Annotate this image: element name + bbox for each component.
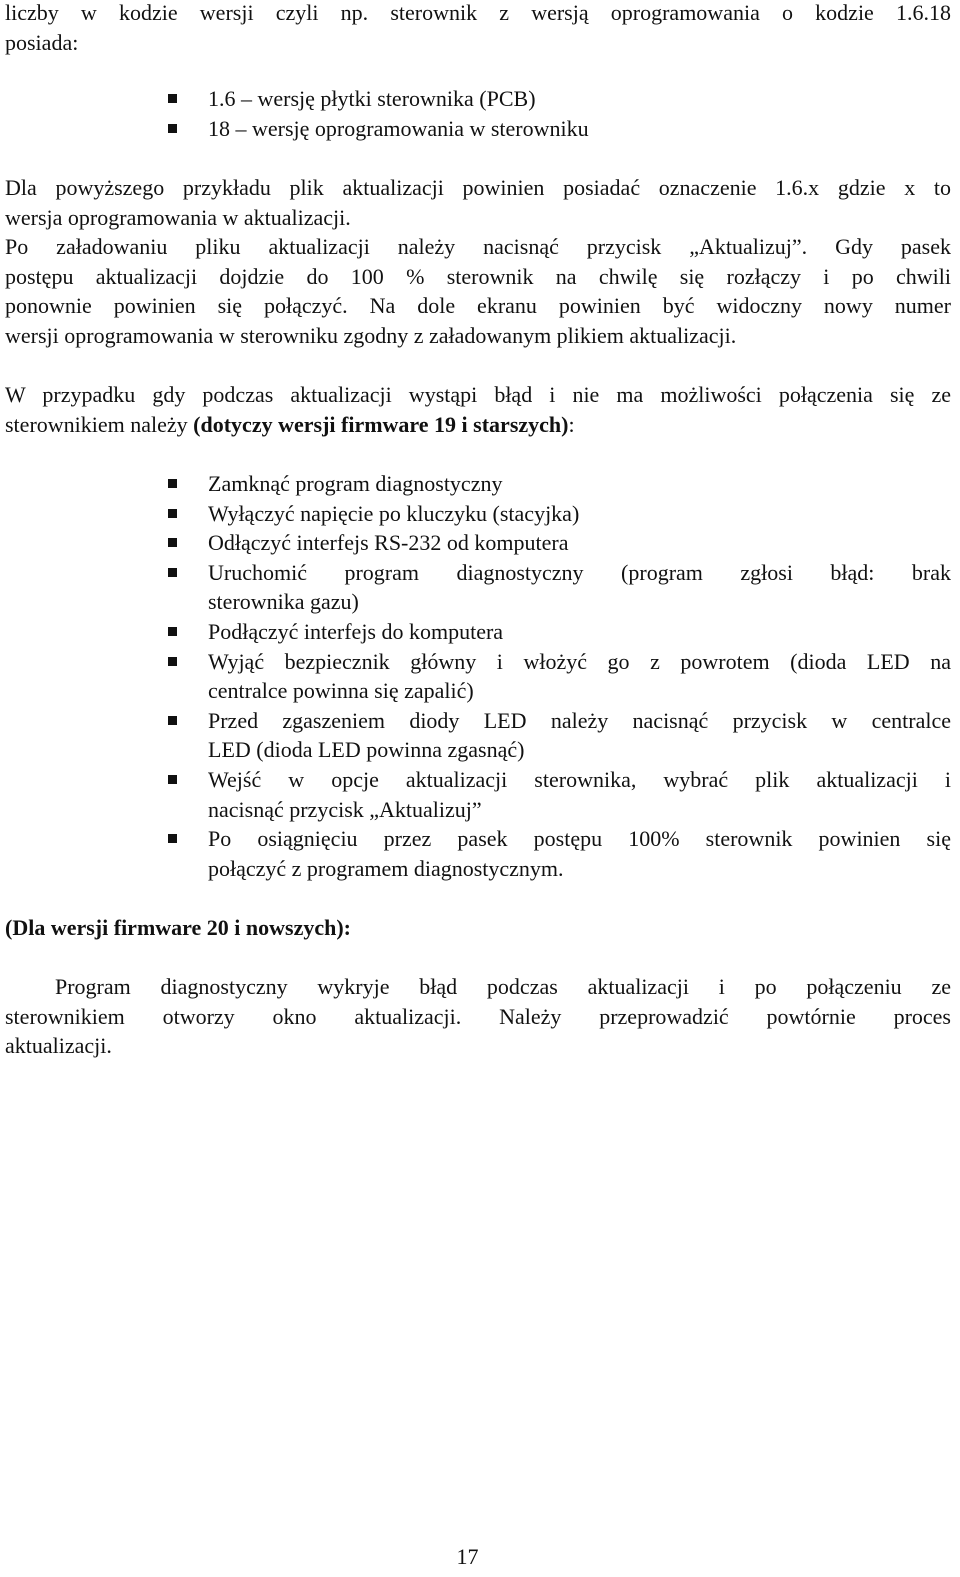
update-paragraph <box>5 173 951 351</box>
recovery-step <box>5 765 951 824</box>
error-line-2-prefix: sterownikiem należy <box>5 411 194 437</box>
version-code-text: 18 – wersję oprogramowania w sterowniku <box>208 115 589 141</box>
firmware20-line: sterownikiem otworzy okno aktualizacji. Należy przeprowadzić powtórnie proces <box>5 1003 951 1029</box>
error-paragraph <box>5 380 951 439</box>
update-line: wersji oprogramowania w sterowniku zgodny z załadowanym plikiem aktualizacji. <box>5 322 737 348</box>
square-bullet-icon <box>168 538 177 547</box>
version-code-list <box>5 84 951 143</box>
recovery-step <box>5 706 951 765</box>
square-bullet-icon <box>168 509 177 518</box>
firmware20-line <box>5 972 951 1002</box>
firmware20-line-text: Program diagnostyczny wykryje błąd podczas aktualizacji i po połączeniu ze <box>55 974 951 999</box>
update-line: Dla powyższego przykładu plik aktualizacji powinien posiadać oznaczenie 1.6.x gdzie x to <box>5 175 951 200</box>
recovery-step-line: Odłączyć interfejs RS-232 od komputera <box>208 530 569 556</box>
recovery-step <box>5 528 951 558</box>
intro-paragraph <box>5 0 951 57</box>
square-bullet-icon <box>168 94 177 103</box>
firmware20-section <box>5 913 951 943</box>
square-bullet-icon <box>168 775 177 784</box>
recovery-step-line: Uruchomić program diagnostyczny (program zgłosi błąd: brak <box>208 559 951 585</box>
recovery-step-line: Podłączyć interfejs do komputera <box>208 618 504 644</box>
square-bullet-icon <box>168 568 177 577</box>
square-bullet-icon <box>168 716 177 725</box>
update-line: wersja oprogramowania w aktualizacji. <box>5 204 351 230</box>
recovery-step-line: Przed zgaszeniem diody LED należy nacisnąć przycisk w centralce <box>208 707 951 733</box>
recovery-step-line: centralce powinna się zapalić) <box>208 678 474 704</box>
square-bullet-icon <box>168 657 177 666</box>
recovery-step-line: LED (dioda LED powinna zgasnąć) <box>208 737 525 763</box>
intro-line-1: liczby w kodzie wersji czyli np. sterownik z wersją oprogramowania o kodzie 1.6.18 <box>5 0 951 25</box>
recovery-step-line: Wyłączyć napięcie po kluczyku (stacyjka) <box>208 500 580 526</box>
intro-line-2: posiada: <box>5 29 79 55</box>
update-line: Po załadowaniu pliku aktualizacji należy nacisnąć przycisk „Aktualizuj”. Gdy pasek <box>5 234 951 260</box>
recovery-step-line: Wyjąć bezpiecznik główny i włożyć go z powrotem (dioda LED na <box>208 648 951 674</box>
recovery-step <box>5 824 951 883</box>
recovery-step <box>5 499 951 529</box>
firmware20-paragraph <box>5 972 951 1061</box>
page-number: 17 <box>456 1544 479 1569</box>
version-code-item <box>5 84 951 114</box>
recovery-step-line: Wejść w opcje aktualizacji sterownika, wybrać plik aktualizacji i <box>208 766 951 792</box>
recovery-step-line: nacisnąć przycisk „Aktualizuj” <box>208 796 482 822</box>
recovery-steps-list <box>5 469 951 883</box>
recovery-step <box>5 558 951 617</box>
error-line-1: W przypadku gdy podczas aktualizacji wystąpi błąd i nie ma możliwości połączenia się ze <box>5 382 951 407</box>
recovery-step <box>5 617 951 647</box>
error-line-2-suffix: : <box>568 411 575 437</box>
recovery-step <box>5 469 951 499</box>
square-bullet-icon <box>168 124 177 133</box>
recovery-step <box>5 647 951 706</box>
update-line: postępu aktualizacji dojdzie do 100 % sterownik na chwilę się rozłączy i po chwili <box>5 263 951 289</box>
recovery-step-line: sterownika gazu) <box>208 589 359 615</box>
error-line-2 <box>5 410 951 440</box>
recovery-step-line: Po osiągnięciu przez pasek postępu 100% sterownik powinien się <box>208 826 951 852</box>
version-code-item <box>5 114 951 144</box>
firmware19-note: (dotyczy wersji firmware 19 i starszych) <box>193 411 569 437</box>
square-bullet-icon <box>168 834 177 843</box>
firmware20-heading: (Dla wersji firmware 20 i nowszych): <box>5 915 352 940</box>
square-bullet-icon <box>168 627 177 636</box>
firmware20-line: aktualizacji. <box>5 1033 112 1059</box>
square-bullet-icon <box>168 479 177 488</box>
recovery-step-line: połączyć z programem diagnostycznym. <box>208 855 564 881</box>
update-line: ponownie powinien się połączyć. Na dole ekranu powinien być widoczny nowy numer <box>5 293 951 319</box>
version-code-text: 1.6 – wersję płytki sterownika (PCB) <box>208 86 536 111</box>
recovery-step-line: Zamknąć program diagnostyczny <box>208 471 503 496</box>
